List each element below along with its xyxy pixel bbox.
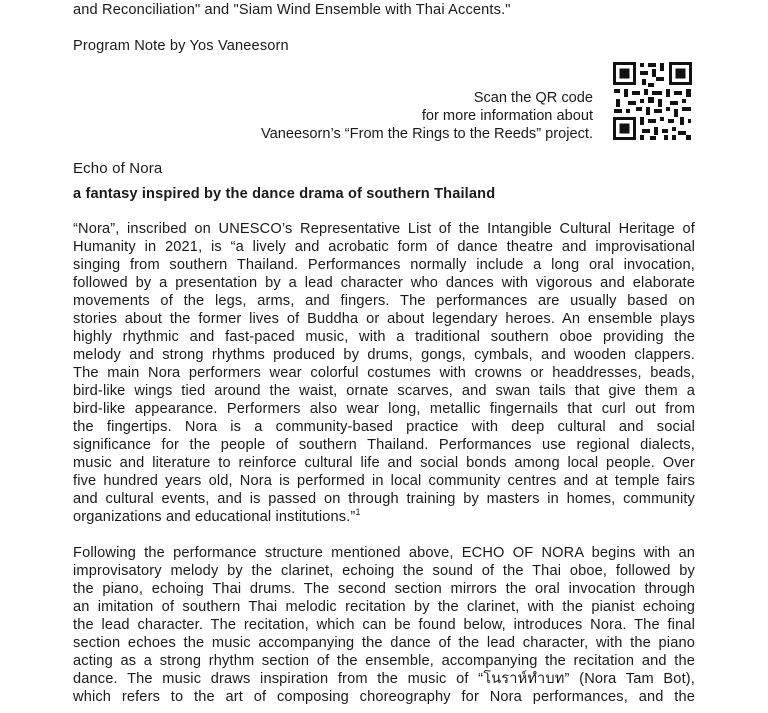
paragraph-line: music and literature to reinforce cultural life and social bonds among local people. Over [73, 455, 695, 471]
paragraph-line: bird-like wings tied around the waist, ornate scarves, and swan tails that give them a [73, 383, 695, 399]
paragraph-line: followed by a presentation by a lead character who dances with vigorous and elaborate [73, 275, 695, 291]
piece-subtitle: a fantasy inspired by the dance drama of southern Thailand [73, 186, 496, 202]
program-note-credit: Program Note by Yos Vaneesorn [73, 38, 289, 54]
paragraph-line: dance. The music draws inspiration from the music of “โนราห์ทำบท” (Nora Tam Bot), [73, 671, 695, 687]
paragraph-line: bird-like appearance. Performers also wear long, metallic fingernails that curl out from [73, 401, 695, 417]
paragraph-line: the piano, echoing Thai drums. The second section mirrors the oral invocation through [73, 581, 695, 597]
paragraph-line: Humanity in 2021, is “a lively and acrobatic form of dance theatre and improvisational [73, 239, 695, 255]
paragraph-line: highly rhythmic and fast-paced music, with a traditional southern oboe providing the [73, 329, 695, 345]
paragraph-line: singing from southern Thailand. Performances normally include a long oral invocation, [73, 257, 695, 273]
qr-caption-line: Scan the QR code [473, 90, 593, 106]
paragraph-line: “Nora”, inscribed on UNESCO’s Representative List of the Intangible Cultural Heritage of [73, 221, 695, 237]
paragraph-line: the lead character. The recitation, which can be found below, introduces Nora. The final [73, 617, 695, 633]
paragraph-line: The main Nora performers wear colorful costumes with crowns or headdresses, beads, [73, 365, 695, 381]
paragraph-line: five hundred years old, Nora is performed in local community centres and at temple fairs [73, 473, 695, 489]
qr-caption-line: Vaneesorn’s “From the Rings to the Reeds” project. [260, 126, 593, 142]
paragraph-line: organizations and educational institutions.” [73, 509, 356, 525]
paragraph-last-line [73, 508, 361, 526]
qr-code-icon[interactable] [612, 61, 693, 141]
paragraph-line: the fingertips. Nora is a community-based practice with deep cultural and social [73, 419, 695, 435]
paragraph-line: movements of the legs, arms, and fingers. The performances are usually based on [73, 293, 695, 309]
footnote-marker[interactable]: 1 [355, 507, 361, 518]
paragraph-line: improvisatory melody by the clarinet, echoing the sound of the Thai oboe, followed by [73, 563, 695, 579]
piece-title: Echo of Nora [73, 160, 163, 177]
paragraph-line: acting as a strong rhythm section of the ensemble, accompanying the recitation and the [73, 653, 695, 669]
text-line-fragment: and Reconciliation" and "Siam Wind Ensemble with Thai Accents." [73, 2, 511, 18]
paragraph-line: Following the performance structure mentioned above, ECHO OF NORA begins with an [73, 545, 695, 561]
paragraph-line: significance for the people of southern Thailand. Performances use regional dialects, [73, 437, 695, 453]
paragraph-line: melody and strong rhythms produced by drums, gongs, cymbals, and wooden clappers. [73, 347, 695, 363]
paragraph-line: and cultural events, and is passed on through training by masters in homes, community [73, 491, 695, 507]
paragraph-line: stories about the former lives of Buddha or about legendary heroes. An ensemble plays [73, 311, 695, 327]
paragraph-line: which refers to the art of composing choreography for Nora performances, and the [73, 689, 695, 705]
paragraph-line: section echoes the music accompanying the dance of the lead character, with the piano [73, 635, 695, 651]
qr-caption-line: for more information about [421, 108, 593, 124]
paragraph-line: an imitation of southern Thai melodic recitation by the clarinet, with the pianist echoing [73, 599, 695, 615]
